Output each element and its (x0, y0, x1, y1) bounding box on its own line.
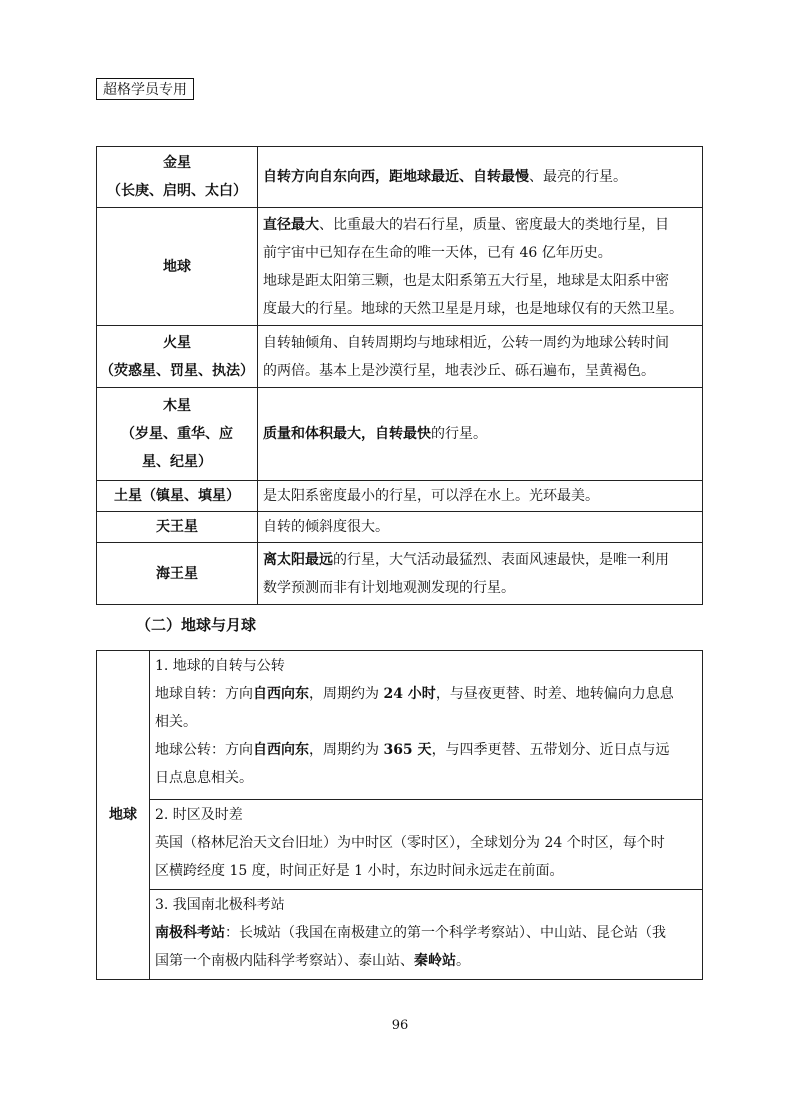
desc-line: 英国（格林尼治天文台旧址）为中时区（零时区），全球划分为 24 个时区，每个时 (155, 835, 665, 851)
text-run: 、比重最大的岩石行星，质量、密度最大的类地行星，目 (319, 216, 669, 233)
planet-name-cell (97, 208, 258, 326)
earth-table (96, 650, 703, 980)
desc-line: 的两倍。基本上是沙漠行星，地表沙丘、砾石遍布，呈黄褐色。 (263, 362, 655, 379)
desc-line (155, 736, 696, 764)
desc-line (155, 680, 696, 708)
planet-name-cell (97, 388, 258, 481)
desc-line (263, 546, 696, 574)
desc-line: 前宇宙中已知存在生命的唯一天体，已有 46 亿年历史。 (263, 244, 612, 261)
desc-line (263, 211, 696, 239)
planet-desc-cell (258, 481, 703, 512)
planet-desc-cell (258, 388, 703, 481)
earth-label-cell: 地球 (97, 651, 150, 980)
text-run: 的行星，大气活动最猛烈、表面风速最快，是唯一利用 (333, 551, 669, 568)
table-row (97, 481, 703, 512)
usage-tag: 超格学员专用 (96, 78, 194, 100)
table-row (97, 543, 703, 605)
table-row (97, 388, 703, 481)
planet-name: 天王星 (156, 519, 198, 535)
text-run: ，与四季更替、五带划分、近日点与远 (431, 742, 670, 758)
earth-block (150, 651, 703, 800)
desc-line (263, 420, 696, 448)
bold-text: 自西向东 (253, 686, 309, 702)
planet-alias: （长庚、启明、太白） (107, 183, 247, 199)
text-run: ，周期约为 (309, 686, 384, 702)
planet-alias: （岁星、重华、应星、纪星） (121, 426, 233, 470)
planets-table (96, 146, 703, 605)
planet-name: 火星 (163, 334, 191, 351)
text-run: 地球自转：方向 (155, 686, 253, 702)
planet-name: 海王星 (156, 565, 198, 582)
text-run: 的行星。 (431, 426, 487, 442)
planet-desc-cell (258, 326, 703, 388)
planet-name-cell (97, 543, 258, 605)
table-row (97, 651, 703, 800)
table-row (97, 208, 703, 326)
desc-line: 自转轴倾角、自转周期均与地球相近，公转一周约为地球公转时间 (263, 334, 669, 351)
planet-name-cell (97, 147, 258, 208)
page-number: 96 (391, 1018, 409, 1033)
text-run: ，周期约为 (309, 742, 384, 758)
earth-block (150, 800, 703, 890)
text-run: 。 (456, 953, 470, 969)
desc-line: 度最大的行星。地球的天然卫星是月球，也是地球仅有的天然卫星。 (263, 300, 683, 317)
text-run: 地球公转：方向 (155, 742, 253, 758)
bold-text: 24 小时 (383, 686, 436, 702)
desc-line: 自转的倾斜度很大。 (263, 519, 389, 535)
table-row (97, 147, 703, 208)
text-run: ，与昼夜更替、时差、地转偏向力息息 (435, 686, 674, 702)
text-run: 国第一个南极内陆科学考察站）、泰山站、 (155, 953, 414, 969)
planet-name: 土星（镇星、填星） (114, 488, 240, 504)
table-row (97, 800, 703, 890)
bold-text: 365 天 (383, 742, 432, 758)
bold-text: 直径最大 (263, 216, 319, 233)
desc-line: 是太阳系密度最小的行星，可以浮在水上。光环最美。 (263, 488, 599, 504)
desc-line (263, 163, 696, 191)
planet-name: 木星 (163, 398, 191, 414)
planet-desc-cell (258, 543, 703, 605)
text-run: 、最亮的行星。 (529, 169, 627, 185)
planet-name: 地球 (163, 258, 191, 275)
bold-text: 南极科考站 (155, 925, 225, 941)
planet-name-cell (97, 326, 258, 388)
table-row (97, 326, 703, 388)
bold-text: 离太阳最远 (263, 551, 333, 568)
desc-line: 区横跨经度 15 度，时间正好是 1 小时，东边时间永远走在前面。 (155, 863, 564, 879)
bold-text: 自转方向自东向西，距地球最近、自转最慢 (263, 169, 529, 185)
planet-alias: （荧惑星、罚星、执法） (100, 362, 254, 379)
desc-line: 相关。 (155, 714, 197, 730)
planet-name-cell (97, 481, 258, 512)
planet-desc-cell (258, 512, 703, 543)
table-row (97, 512, 703, 543)
desc-line: 日点息息相关。 (155, 770, 253, 786)
desc-line: 数学预测而非有计划地观测发现的行星。 (263, 579, 515, 596)
desc-line (155, 919, 696, 947)
planet-desc-cell (258, 147, 703, 208)
desc-line (155, 947, 696, 975)
desc-line: 地球是距太阳第三颗，也是太阳系第五大行星，地球是太阳系中密 (263, 272, 669, 289)
block-title: 2. 时区及时差 (155, 807, 243, 823)
planet-desc-cell (258, 208, 703, 326)
table-row (97, 890, 703, 980)
text-run: ：长城站（我国在南极建立的第一个科学考察站）、中山站、昆仑站（我 (225, 925, 666, 941)
section-title: （二）地球与月球 (136, 616, 257, 634)
block-title: 3. 我国南北极科考站 (155, 897, 285, 913)
bold-text: 秦岭站 (414, 953, 456, 969)
planet-name: 金星 (163, 155, 191, 171)
planet-name-cell (97, 512, 258, 543)
block-title: 1. 地球的自转与公转 (155, 658, 285, 674)
earth-block (150, 890, 703, 980)
bold-text: 自西向东 (253, 742, 309, 758)
bold-text: 质量和体积最大，自转最快 (263, 426, 431, 442)
